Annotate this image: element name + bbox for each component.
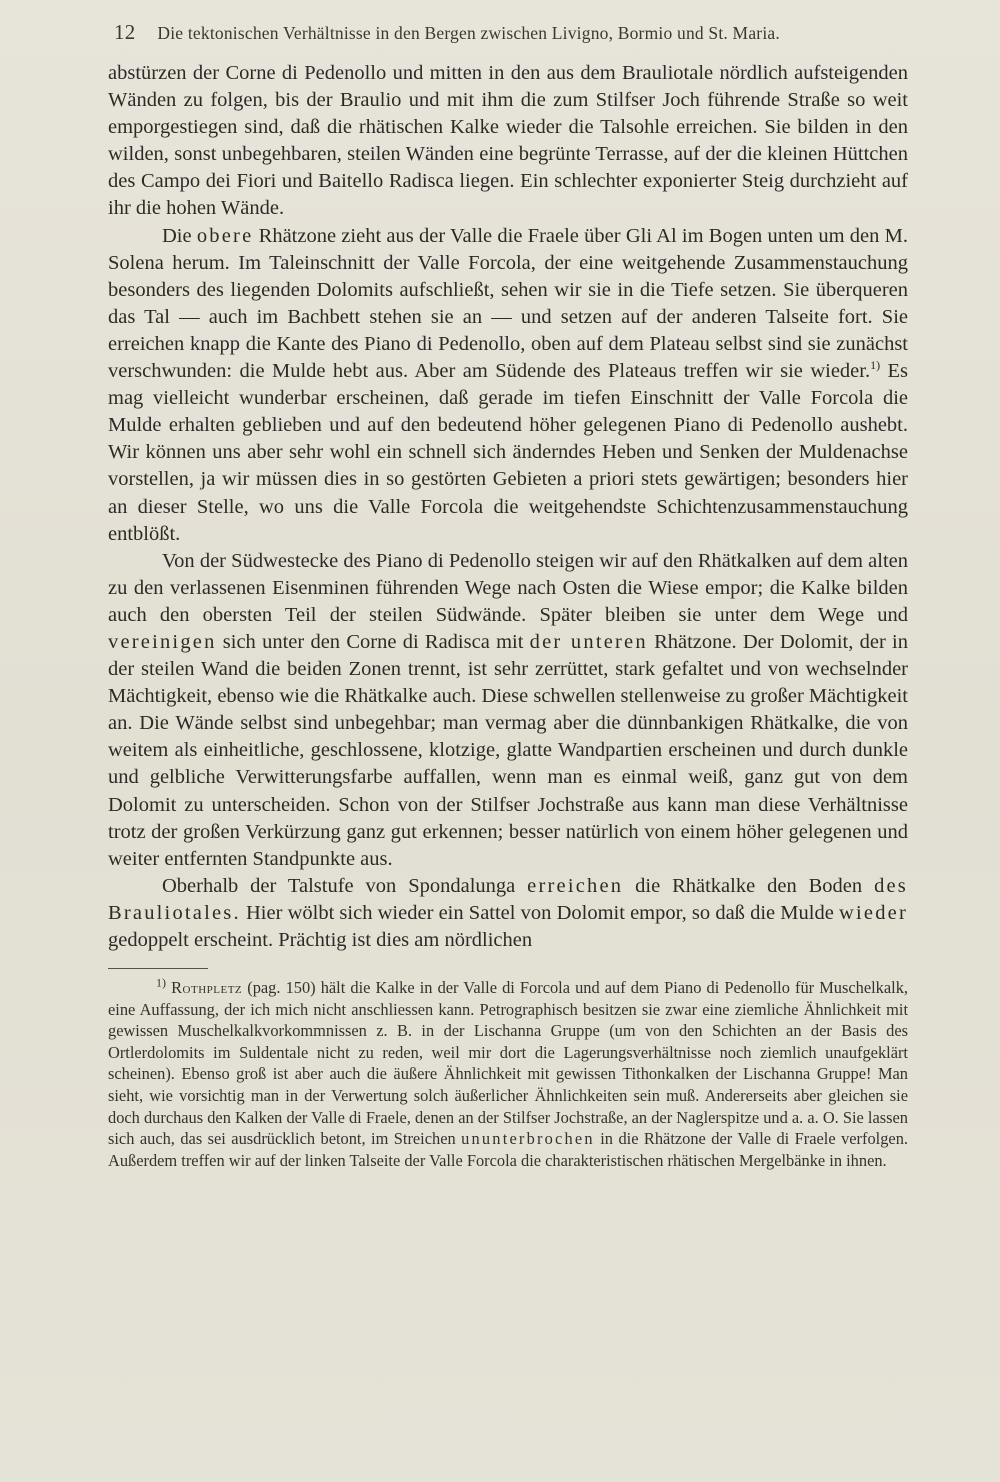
paragraph-text: Die — [162, 224, 197, 247]
spaced-emphasis: obere — [196, 224, 254, 247]
paragraph-text: Hier wölbt sich wieder ein Sattel von Dolomit empor, so daß die Mulde — [240, 901, 840, 924]
spaced-emphasis: der unteren — [529, 630, 648, 653]
paragraph-text: abstürzen der Corne di Pedenollo und mitten in den aus dem Brauliotale nördlich aufsteigenden Wänden zu folgen, bis der Braulio und mit ihm die zum Stilfser Joch führende Straße so weit emporgestiegen sind, daß die rhätischen Kalke wieder die Talsohle erreichen. Sie bilden in den wilden, sonst unbegehbaren, steilen Wänden eine begrünte Terrasse, auf der die kleinen Hüttchen des Campo dei Fiori und Baitello Radisca liegen. Ein schlechter exponierter Steig durchzieht auf ihr die hohen Wände. — [108, 62, 908, 220]
paragraph-1 — [108, 60, 908, 223]
spaced-emphasis: ununterbrochen — [461, 1129, 595, 1149]
running-head — [108, 20, 908, 54]
footnote-reference: 1) — [870, 358, 881, 373]
paragraph-text: die Rhätkalke den Boden — [623, 874, 875, 897]
paragraph-3 — [108, 548, 908, 873]
paragraph-2 — [108, 223, 908, 548]
spaced-emphasis: vereinigen — [108, 630, 217, 653]
spaced-emphasis: des Brauliotales. — [108, 874, 908, 924]
running-title: Die tektonischen Verhältnisse in den Bergen zwischen Livigno, Bormio und St. Maria. — [157, 23, 780, 43]
footnote — [108, 977, 908, 1171]
footnote-marker: 1) — [156, 975, 166, 990]
spaced-emphasis: wieder — [839, 901, 908, 924]
footnote-text: (pag. 150) hält die Kalke in der Valle di Forcola und auf dem Piano di Pedenollo für Muschelkalk, eine Auffassung, der ich mich nicht anschliessen kann. Petrographisch besitzen sie zwar eine ziemliche Ähnlichkeit mit gewissen Muschelkalkvorkommnissen z. B. in der Lischanna Gruppe (um von den Schichten an der Basis des Ortlerdolomits im Suldentale nicht zu reden, weil mir dort die Lagerungsverhältnisse noch ziemlich unaufgeklärt scheinen). Ebenso groß ist aber auch die äußere Ähnlichkeit mit gewissen Tithonkalken der Lischanna Gruppe! Man sieht, wie vorsichtig man in der Verwertung solch äußerlicher Ähnlichkeiten sein muß. Andererseits aber gleichen sie doch durchaus den Kalken der Valle di Fraele, denen an der Stilfser Jochstraße, an der Naglerspitze und a. a. O. Sie lassen sich auch, das sei ausdrücklich betont, im Streichen — [108, 978, 908, 1149]
paragraph-text: Oberhalb der Talstufe von Spondalunga — [162, 874, 528, 897]
paragraph-text: sich unter den Corne di Radisca mit — [216, 630, 530, 653]
main-text — [108, 60, 908, 954]
paragraph-text: Von der Südwestecke des Piano di Pedenollo steigen wir auf den Rhätkalken auf dem alten zu den verlassenen Eisenminen führenden Wege nach Osten die Wiese empor; die Kalke bilden auch den obersten Teil der steilen Südwände. Später bleiben sie unter dem Wege und — [108, 549, 908, 626]
paragraph-4 — [108, 873, 908, 954]
page-number: 12 — [114, 20, 136, 44]
footnote-text: in die Rhätzone der Valle di Fraele verfolgen. Außerdem treffen wir auf der linken Talseite der Valle Forcola die charakteristischen rhätischen Mergelbänke in ihnen. — [108, 1129, 908, 1170]
paragraph-text: Rhätzone. Der Dolomit, der in der steilen Wand die beiden Zonen trennt, ist sehr zerrüttet, stark gefaltet und von wechselnder Mächtigkeit, ebenso wie die Rhätkalke auch. Diese schwellen stellenweise zu großer Mächtigkeit an. Die Wände selbst sind unbegehbar; man vermag aber die dünnbankigen Rhätkalke, die von weitem als einheitliche, geschlossene, klotzige, glatte Wandpartien erscheinen und durch dunkle und gelbliche Verwitterungsfarbe auffallen, wenn man es einmal weiß, ganz gut von dem Dolomit zu unterscheiden. Schon von der Stilfser Jochstraße aus kann man diese Verhältnisse trotz der großen Verkürzung ganz gut erkennen; besser natürlich von einem höher gelegenen und weiter entfernten Standpunkte aus. — [108, 630, 908, 870]
paragraph-text: gedoppelt erscheint. Prächtig ist dies am nördlichen — [108, 929, 533, 951]
paragraph-text: Es mag vielleicht wunderbar erscheinen, daß gerade im tiefen Einschnitt der Valle Forcola die Mulde erhalten geblieben und auf den bedeutend höher gelegenen Piano di Pedenollo aushebt. Wir können uns aber sehr wohl ein schnell sich änderndes Heben und Senken der Muldenachse vorstellen, ja wir müssen dies in so gestörten Gebieten a priori stets gewärtigen; besonders hier an dieser Stelle, wo uns die Valle Forcola die weitgehendste Schichtenzusammenstauchung entblößt. — [108, 360, 909, 545]
spaced-emphasis: erreichen — [527, 874, 624, 897]
footnote-paragraph — [108, 977, 908, 1171]
footnote-separator — [108, 968, 208, 969]
footnote-author: Rothpletz — [171, 978, 243, 998]
paragraph-text: Rhätzone zieht aus der Valle die Fraele über Gli Al im Bogen unten um den M. Solena herum. Im Taleinschnitt der Valle Forcola, der eine weitgehende Zusammenstauchung besonders des liegenden Dolomits aufschließt, sehen wir sie in die Tiefe setzen. Sie überqueren das Tal — auch im Bachbett stehen sie an — und setzen auf der anderen Talseite fort. Sie erreichen knapp die Kante des Piano di Pedenollo, oben auf dem Plateau selbst sind sie zunächst verschwunden: die Mulde hebt aus. Aber am Südende des Plateaus treffen wir sie wieder. — [108, 224, 908, 383]
